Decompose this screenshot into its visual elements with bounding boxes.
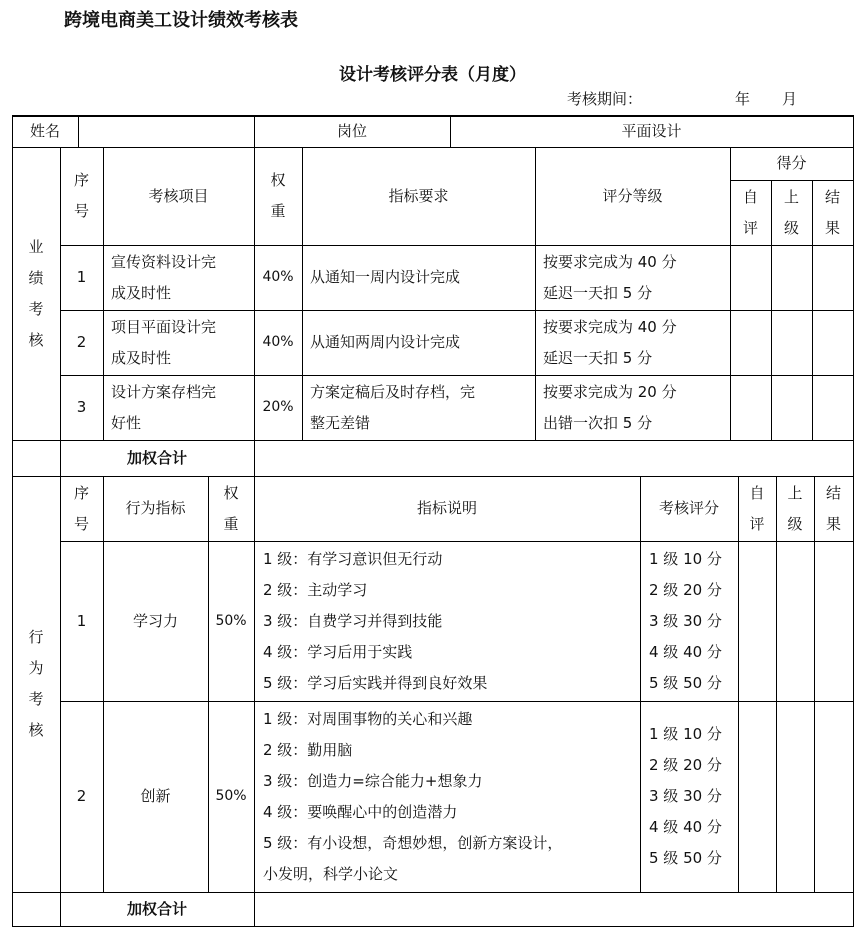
perf-row-self-score[interactable] bbox=[730, 375, 771, 440]
perf-row-grade: 按要求完成为 20 分 出错一次扣 5 分 bbox=[543, 382, 677, 432]
behavior-section-label: 行 为 考 核 bbox=[28, 628, 44, 739]
perf-weighted-total-label: 加权合计 bbox=[126, 448, 187, 467]
beh-row-weight: 50% bbox=[215, 788, 247, 804]
post-label: 岗位 bbox=[336, 122, 367, 140]
perf-row-requirement: 从通知两周内设计完成 bbox=[310, 333, 461, 351]
beh-row-upper-score[interactable] bbox=[776, 701, 814, 892]
perf-col-weight: 权 重 bbox=[270, 171, 286, 220]
perf-row-result-score[interactable] bbox=[812, 310, 853, 375]
beh-weighted-total-value[interactable] bbox=[254, 892, 853, 926]
period-year: 年 bbox=[735, 90, 751, 108]
perf-row-seq: 3 bbox=[76, 398, 87, 416]
perf-row-result-score[interactable] bbox=[812, 375, 853, 440]
beh-col-result: 结 果 bbox=[825, 483, 841, 533]
beh-col-indicator: 行为指标 bbox=[125, 499, 186, 517]
beh-row-self-score[interactable] bbox=[738, 541, 776, 701]
beh-row-evaluation: 1 级 10 分 2 级 20 分 3 级 30 分 4 级 40 分 5 级 50 分 bbox=[649, 725, 722, 867]
perf-row-weight: 40% bbox=[262, 269, 294, 285]
perf-col-upper: 上 级 bbox=[783, 187, 799, 237]
name-label: 姓名 bbox=[29, 122, 60, 140]
perf-col-score: 得分 bbox=[776, 154, 807, 172]
perf-weighted-total-value[interactable] bbox=[254, 440, 853, 476]
perf-row-item: 项目平面设计完 成及时性 bbox=[111, 317, 217, 367]
perf-row-upper-score[interactable] bbox=[771, 310, 812, 375]
perf-col-result: 结 果 bbox=[824, 187, 840, 237]
perf-col-self: 自 评 bbox=[742, 187, 758, 237]
beh-col-weight: 权 重 bbox=[223, 483, 239, 533]
performance-section-label: 业 绩 考 核 bbox=[28, 237, 44, 349]
form-title: 设计考核评分表（月度） bbox=[339, 65, 526, 85]
beh-row-indicator: 创新 bbox=[140, 787, 171, 805]
beh-col-seq: 序 号 bbox=[73, 483, 89, 533]
perf-row-item: 宣传资料设计完 成及时性 bbox=[111, 252, 217, 302]
perf-row-grade: 按要求完成为 40 分 延迟一天扣 5 分 bbox=[543, 317, 677, 367]
beh-row-description: 1 级：有学习意识但无行动 2 级：主动学习 3 级：自费学习并得到技能 4 级：学习后用于实践 5 级：学习后实践并得到良好效果 bbox=[263, 549, 488, 692]
beh-col-description: 指标说明 bbox=[416, 499, 477, 517]
period-label: 考核期间： bbox=[567, 90, 643, 108]
perf-row-weight: 40% bbox=[262, 334, 294, 350]
perf-row-item: 设计方案存档完 好性 bbox=[111, 382, 217, 432]
beh-row-seq: 1 bbox=[76, 611, 87, 630]
beh-row-result-score[interactable] bbox=[814, 701, 853, 892]
beh-row-upper-score[interactable] bbox=[776, 541, 814, 701]
perf-row-grade: 按要求完成为 40 分 延迟一天扣 5 分 bbox=[543, 252, 677, 302]
perf-col-item: 考核项目 bbox=[148, 186, 209, 205]
perf-col-requirement: 指标要求 bbox=[388, 186, 449, 205]
perf-row-result-score[interactable] bbox=[812, 245, 853, 310]
beh-row-description: 1 级：对周围事物的关心和兴趣 2 级：勤用脑 3 级：创造力=综合能力+想象力 4 级：要唤醒心中的创造潜力 5 级：有小设想，奇想妙想，创新方案设计， 小发明，科学小论文 bbox=[263, 709, 563, 883]
beh-weighted-total-label: 加权合计 bbox=[126, 899, 187, 918]
beh-row-weight: 50% bbox=[215, 612, 247, 629]
perf-row-requirement: 方案定稿后及时存档，完 整无差错 bbox=[310, 382, 476, 432]
beh-row-evaluation: 1 级 10 分 2 级 20 分 3 级 30 分 4 级 40 分 5 级 50 分 bbox=[649, 549, 722, 692]
document-title: 跨境电商美工设计绩效考核表 bbox=[64, 10, 298, 31]
perf-col-grade: 评分等级 bbox=[602, 186, 663, 205]
beh-row-self-score[interactable] bbox=[738, 701, 776, 892]
beh-col-evaluation: 考核评分 bbox=[658, 499, 719, 517]
perf-row-weight: 20% bbox=[262, 399, 294, 415]
beh-col-upper: 上 级 bbox=[787, 483, 803, 533]
perf-row-requirement: 从通知一周内设计完成 bbox=[310, 268, 461, 286]
name-field[interactable] bbox=[78, 116, 254, 147]
perf-row-self-score[interactable] bbox=[730, 310, 771, 375]
perf-row-upper-score[interactable] bbox=[771, 375, 812, 440]
beh-col-self: 自 评 bbox=[749, 483, 765, 533]
beh-row-result-score[interactable] bbox=[814, 541, 853, 701]
perf-row-seq: 2 bbox=[76, 333, 87, 351]
post-value: 平面设计 bbox=[621, 122, 682, 140]
perf-row-self-score[interactable] bbox=[730, 245, 771, 310]
perf-row-upper-score[interactable] bbox=[771, 245, 812, 310]
beh-row-indicator: 学习力 bbox=[132, 611, 178, 630]
beh-row-seq: 2 bbox=[76, 787, 87, 805]
perf-row-seq: 1 bbox=[76, 268, 87, 286]
period-month: 月 bbox=[782, 90, 798, 108]
perf-col-seq: 序 号 bbox=[73, 171, 89, 220]
